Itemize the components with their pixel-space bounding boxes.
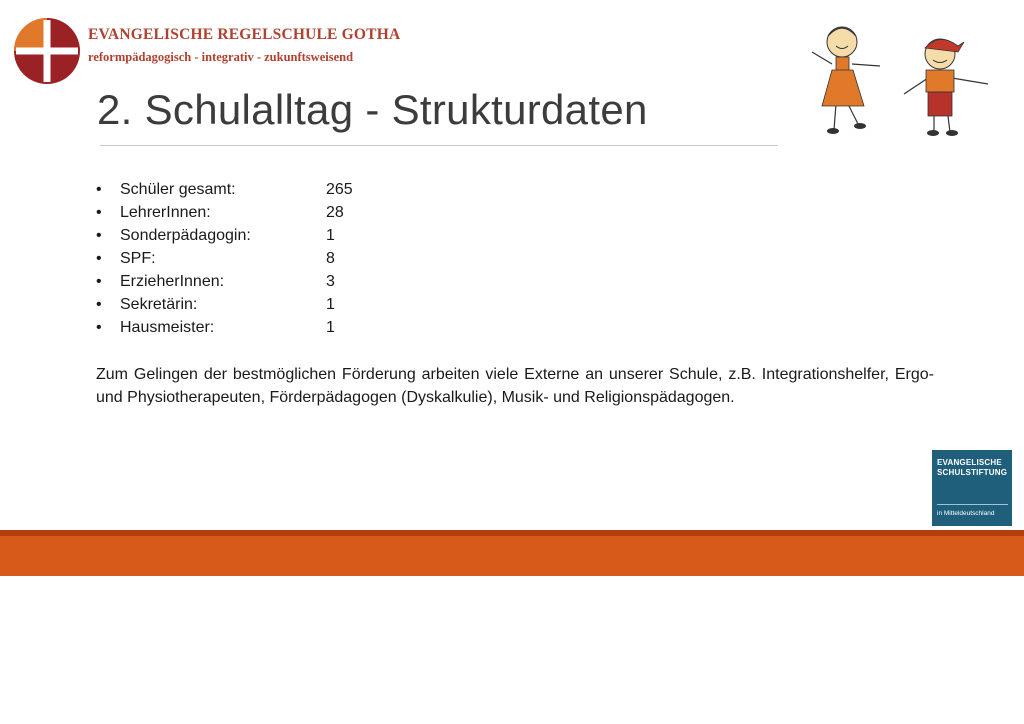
bullet-icon: • bbox=[96, 227, 102, 244]
bullet-icon: • bbox=[96, 273, 102, 290]
school-name: EVANGELISCHE REGELSCHULE GOTHA bbox=[88, 26, 401, 43]
bullet-icon: • bbox=[96, 319, 102, 336]
fact-label: SPF: bbox=[120, 250, 156, 267]
school-logo bbox=[12, 16, 401, 88]
fact-value: 265 bbox=[326, 181, 353, 198]
fact-label: Sonderpädagogin: bbox=[120, 227, 251, 244]
school-tagline: reformpädagogisch - integrativ - zukunftsweisend bbox=[88, 50, 354, 64]
fact-value: 3 bbox=[326, 273, 335, 290]
bullet-icon: • bbox=[96, 204, 102, 221]
page-title: 2. Schulalltag - Strukturdaten bbox=[97, 86, 648, 133]
bullet-icon: • bbox=[96, 181, 102, 198]
fact-value: 1 bbox=[326, 227, 335, 244]
fact-value: 1 bbox=[326, 319, 335, 336]
footer-accent-line bbox=[0, 530, 1024, 536]
fact-label: ErzieherInnen: bbox=[120, 273, 225, 290]
cross-emblem-icon bbox=[12, 16, 82, 86]
stiftung-logo-divider bbox=[937, 504, 1008, 505]
fact-label: LehrerInnen: bbox=[120, 204, 211, 221]
fact-label: Hausmeister: bbox=[120, 319, 215, 336]
stiftung-logo-line2: SCHULSTIFTUNG bbox=[937, 468, 1008, 477]
stiftung-logo-subline: in Mitteldeutschland bbox=[937, 510, 995, 517]
fact-label: Schüler gesamt: bbox=[120, 181, 236, 198]
fact-value: 8 bbox=[326, 250, 335, 267]
stiftung-logo-line1: EVANGELISCHE bbox=[937, 458, 1002, 467]
footer-bar bbox=[0, 530, 1024, 576]
fact-label: Sekretärin: bbox=[120, 296, 198, 313]
children-illustration-icon bbox=[800, 12, 1000, 142]
bullet-icon: • bbox=[96, 296, 102, 313]
externals-paragraph: Zum Gelingen der bestmöglichen Förderung arbeiten viele Externe an unserer Schule, z.B. Integrationshelfer, Ergo-und Physiotherapeuten, Förderpädagogen (Dyskalkulie), Musik- und Religionspädagogen. bbox=[96, 366, 934, 406]
schulstiftung-logo bbox=[932, 450, 1012, 526]
fact-value: 1 bbox=[326, 296, 335, 313]
bullet-icon: • bbox=[96, 250, 102, 267]
title-divider bbox=[100, 145, 778, 146]
fact-value: 28 bbox=[326, 204, 344, 221]
